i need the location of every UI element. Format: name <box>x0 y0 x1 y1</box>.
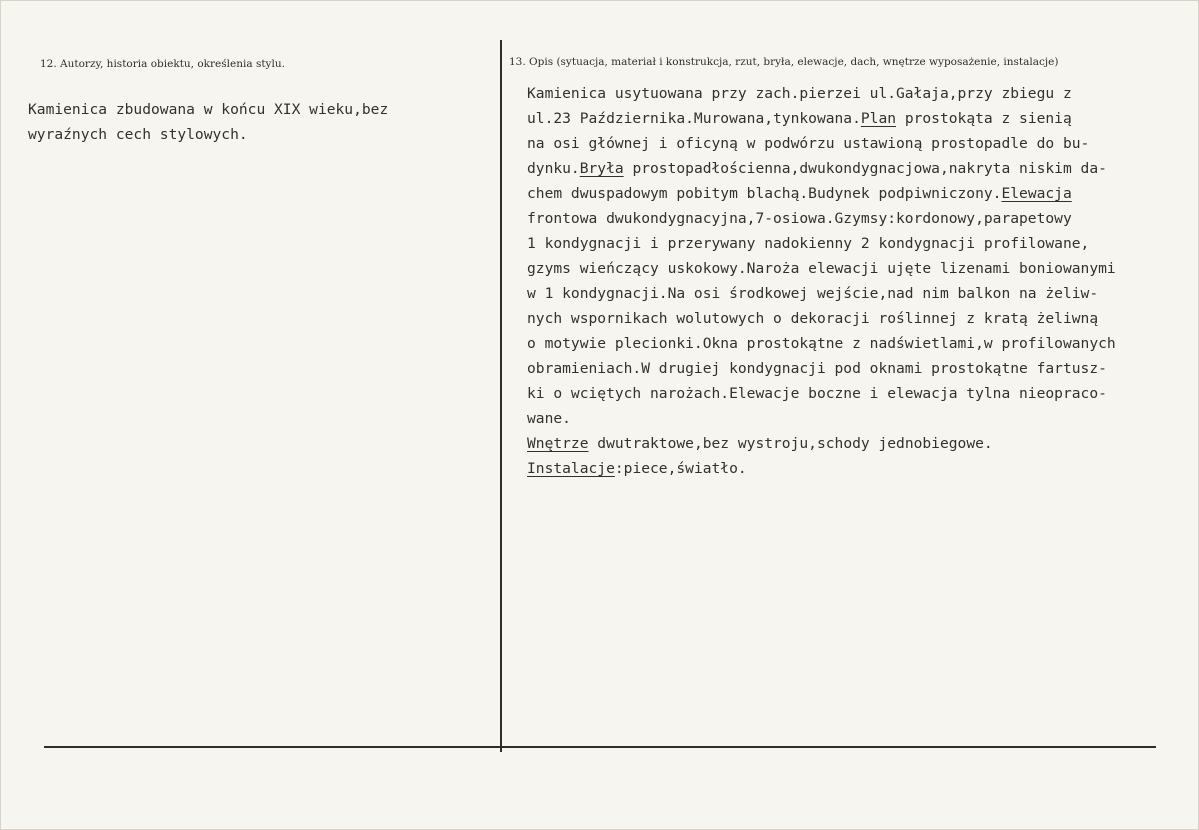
text-segment: o motywie plecionki.Okna prostokątne z nadświetlami,w profilowanych <box>527 335 1116 352</box>
text-line <box>527 156 1116 181</box>
underlined-term: Instalacje <box>527 460 615 477</box>
text-segment: dynku. <box>527 160 580 177</box>
text-line <box>527 206 1116 231</box>
text-line <box>527 456 1116 481</box>
text-line: Kamienica zbudowana w końcu XIX wieku,bez <box>28 101 389 118</box>
text-segment: ul.23 Października.Murowana,tynkowana. <box>527 110 861 127</box>
text-segment: frontowa dwukondygnacyjna,7-osiowa.Gzymsy:kordonowy,parapetowy <box>527 210 1072 227</box>
text-line <box>527 256 1116 281</box>
text-line <box>527 281 1116 306</box>
text-segment: wane. <box>527 410 571 427</box>
text-segment: 1 kondygnacji i przerywany nadokienny 2 kondygnacji profilowane, <box>527 235 1090 252</box>
section-12-heading: 12. Autorzy, historia obiektu, określenia stylu. <box>40 58 285 70</box>
text-segment: prostokąta z sienią <box>896 110 1072 127</box>
text-line <box>527 381 1116 406</box>
text-line <box>527 331 1116 356</box>
text-line: wyraźnych cech stylowych. <box>28 126 248 143</box>
text-segment: gzyms wieńczący uskokowy.Naroża elewacji ujęte lizenami boniowanymi <box>527 260 1116 277</box>
text-line <box>527 356 1116 381</box>
text-segment: ki o wciętych narożach.Elewacje boczne i elewacja tylna nieopraco- <box>527 385 1107 402</box>
underlined-term: Bryła <box>579 160 624 177</box>
bottom-rule <box>44 746 1156 748</box>
text-line <box>527 431 1116 456</box>
text-segment: obramieniach.W drugiej kondygnacji pod oknami prostokątne fartusz- <box>527 360 1107 377</box>
text-segment: w 1 kondygnacji.Na osi środkowej wejście,nad nim balkon na żeliw- <box>527 285 1099 302</box>
text-line <box>527 106 1116 131</box>
section-13-text <box>527 81 1116 481</box>
text-segment: nych wspornikach wolutowych o dekoracji roślinnej z kratą żeliwną <box>527 310 1099 327</box>
underlined-term: Elewacja <box>1001 185 1072 202</box>
section-12-text <box>28 97 388 147</box>
text-line <box>527 306 1116 331</box>
text-line <box>527 181 1116 206</box>
section-13-heading: 13. Opis (sytuacja, materiał i konstrukcja, rzut, bryła, elewacje, dach, wnętrze wyposażenie, instalacje) <box>509 56 1059 68</box>
underlined-term: Wnętrze <box>527 435 589 452</box>
text-line <box>527 231 1116 256</box>
text-line <box>527 406 1116 431</box>
text-line <box>527 131 1116 156</box>
text-segment: chem dwuspadowym pobitym blachą.Budynek podpiwniczony. <box>527 185 1002 202</box>
underlined-term: Plan <box>860 110 897 127</box>
text-segment: prostopadłościenna,dwukondygnacjowa,nakryta niskim da- <box>623 160 1107 177</box>
text-segment: :piece,światło. <box>614 460 747 477</box>
text-segment: na osi głównej i oficyną w podwórzu ustawioną prostopadle do bu- <box>527 135 1090 152</box>
text-line <box>527 81 1116 106</box>
text-segment: Kamienica usytuowana przy zach.pierzei ul.Gałaja,przy zbiegu z <box>527 85 1072 102</box>
column-divider <box>500 40 502 752</box>
text-segment: dwutraktowe,bez wystroju,schody jednobiegowe. <box>588 435 993 452</box>
